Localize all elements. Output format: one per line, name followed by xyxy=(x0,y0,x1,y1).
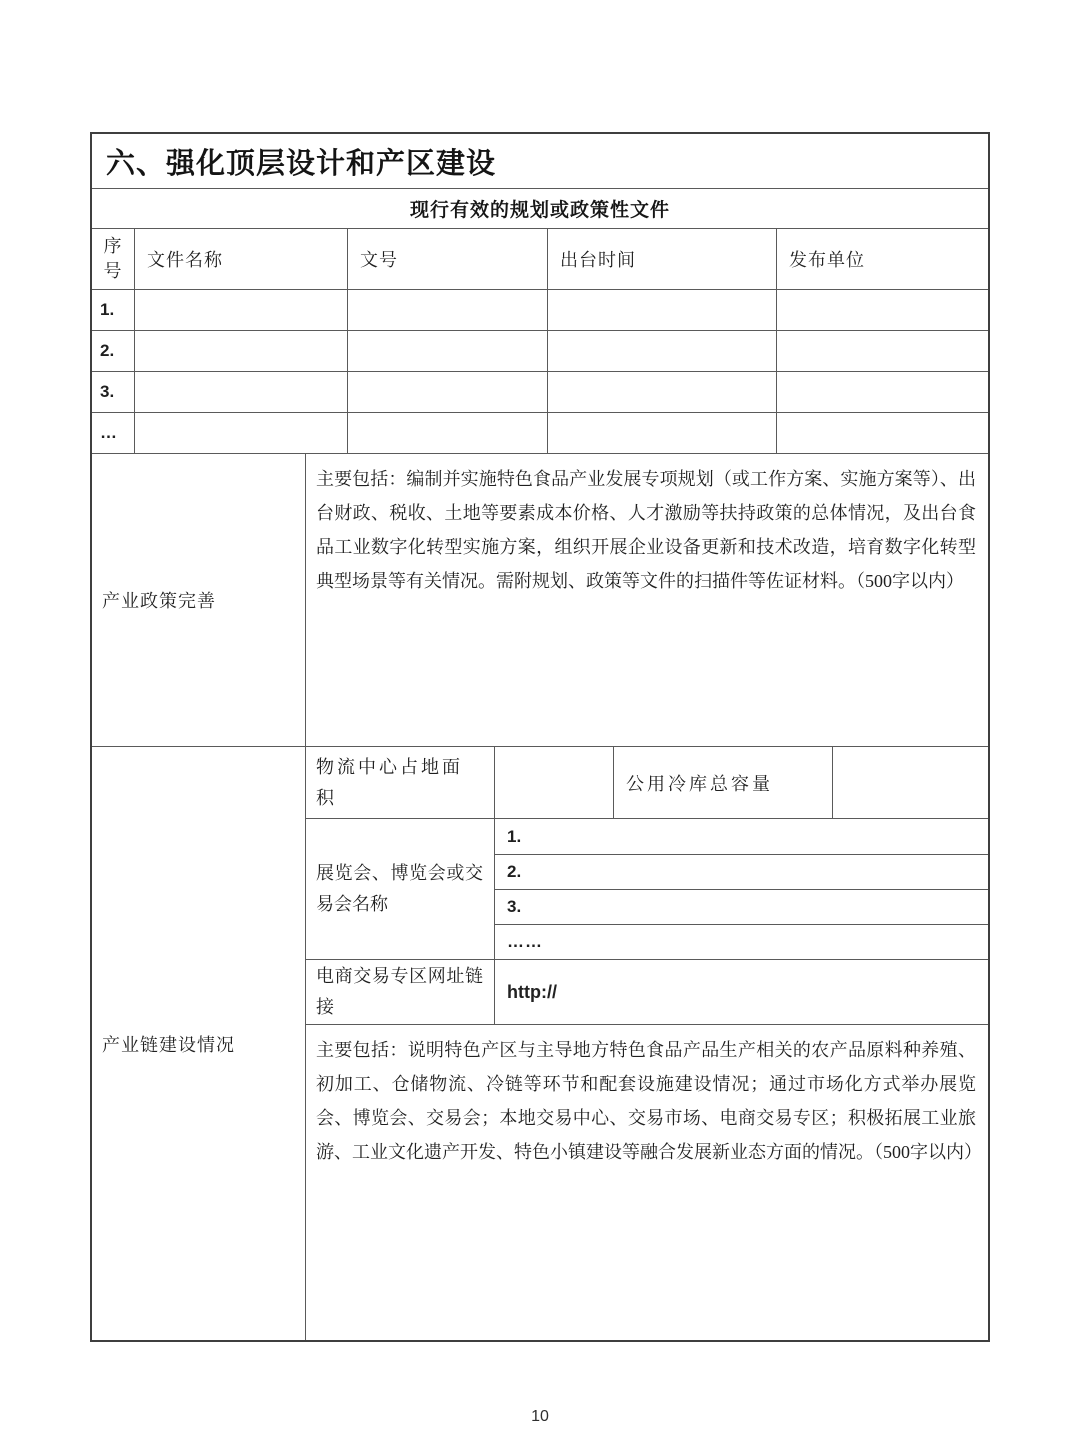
policy-doc-row xyxy=(92,372,988,413)
doc-name-cell xyxy=(135,331,348,371)
policy-docs-column-header-row xyxy=(92,229,988,290)
policy-doc-row xyxy=(92,290,988,331)
cold-storage-label: 公用冷库总容量 xyxy=(614,747,833,818)
doc-row-index: … xyxy=(92,413,135,453)
policy-docs-header: 现行有效的规划或政策性文件 xyxy=(92,189,988,229)
issue-date-cell xyxy=(548,372,777,412)
issuer-cell xyxy=(777,372,988,412)
issuer-cell xyxy=(777,290,988,330)
doc-name-cell xyxy=(135,413,348,453)
col-header-doc-name: 文件名称 xyxy=(135,229,348,289)
industry-chain-label: 产业链建设情况 xyxy=(92,747,306,1340)
doc-number-cell xyxy=(348,331,548,371)
logistics-row xyxy=(306,747,988,819)
expo-item: 1. xyxy=(495,819,988,855)
ecommerce-url-value: http:// xyxy=(507,981,557,1002)
col-header-index-label: 序号 xyxy=(103,236,123,281)
issue-date-cell xyxy=(548,290,777,330)
industry-chain-section xyxy=(92,747,988,1340)
form-table xyxy=(90,132,990,1342)
logistics-area-label: 物流中心占地面积 xyxy=(306,747,495,818)
ecommerce-row xyxy=(306,960,988,1025)
industry-chain-description: 主要包括：说明特色产区与主导地方特色食品产品生产相关的农产品原料种养殖、初加工、仓储物流、冷链等环节和配套设施建设情况；通过市场化方式举办展览会、博览会、交易会；本地交易中心、交易市场、电商交易专区；积极拓展工业旅游、工业文化遗产开发、特色小镇建设等融合发展新业态方面的情况。（500字以内） xyxy=(316,1040,982,1162)
policy-doc-row xyxy=(92,331,988,372)
col-header-issue-date: 出台时间 xyxy=(548,229,777,289)
issuer-cell xyxy=(777,331,988,371)
col-header-issuer: 发布单位 xyxy=(789,250,865,270)
logistics-area-value-cell xyxy=(495,747,614,818)
expo-label-text: 展览会、博览会或交易会名称 xyxy=(316,863,483,914)
expo-item: …… xyxy=(507,932,543,951)
ecommerce-url-label-text: 电商交易专区网址链接 xyxy=(316,966,483,1017)
industry-chain-description-row xyxy=(306,1025,988,1340)
expo-row xyxy=(306,819,988,960)
issue-date-cell xyxy=(548,331,777,371)
issuer-cell xyxy=(777,413,988,453)
expo-label xyxy=(306,819,495,959)
page-number: 10 xyxy=(531,1408,549,1425)
doc-number-cell xyxy=(348,290,548,330)
section-title: 六、强化顶层设计和产区建设 xyxy=(92,134,988,189)
expo-item: 3. xyxy=(495,890,988,925)
industry-chain-content xyxy=(306,747,988,1340)
expo-item: 2. xyxy=(495,855,988,890)
industry-policy-section xyxy=(92,454,988,747)
ecommerce-url-label xyxy=(306,960,495,1024)
doc-name-cell xyxy=(135,290,348,330)
industry-policy-description: 主要包括：编制并实施特色食品产业发展专项规划（或工作方案、实施方案等）、出台财政、税收、土地等要素成本价格、人才激励等扶持政策的总体情况，及出台食品工业数字化转型实施方案，组织开展企业设备更新和技术改造，培育数字化转型典型场景等有关情况。需附规划、政策等文件的扫描件等佐证材料。（500字以内） xyxy=(316,469,976,591)
cold-storage-value-cell xyxy=(833,747,988,818)
doc-row-index: 2. xyxy=(92,331,135,371)
doc-name-cell xyxy=(135,372,348,412)
doc-row-index: 1. xyxy=(92,290,135,330)
col-header-index xyxy=(92,229,135,289)
industry-policy-label: 产业政策完善 xyxy=(92,454,306,746)
doc-number-cell xyxy=(348,372,548,412)
issue-date-cell xyxy=(548,413,777,453)
doc-number-cell xyxy=(348,413,548,453)
policy-doc-row xyxy=(92,413,988,454)
expo-list xyxy=(495,819,988,959)
doc-row-index: 3. xyxy=(92,372,135,412)
col-header-doc-number: 文号 xyxy=(348,229,548,289)
